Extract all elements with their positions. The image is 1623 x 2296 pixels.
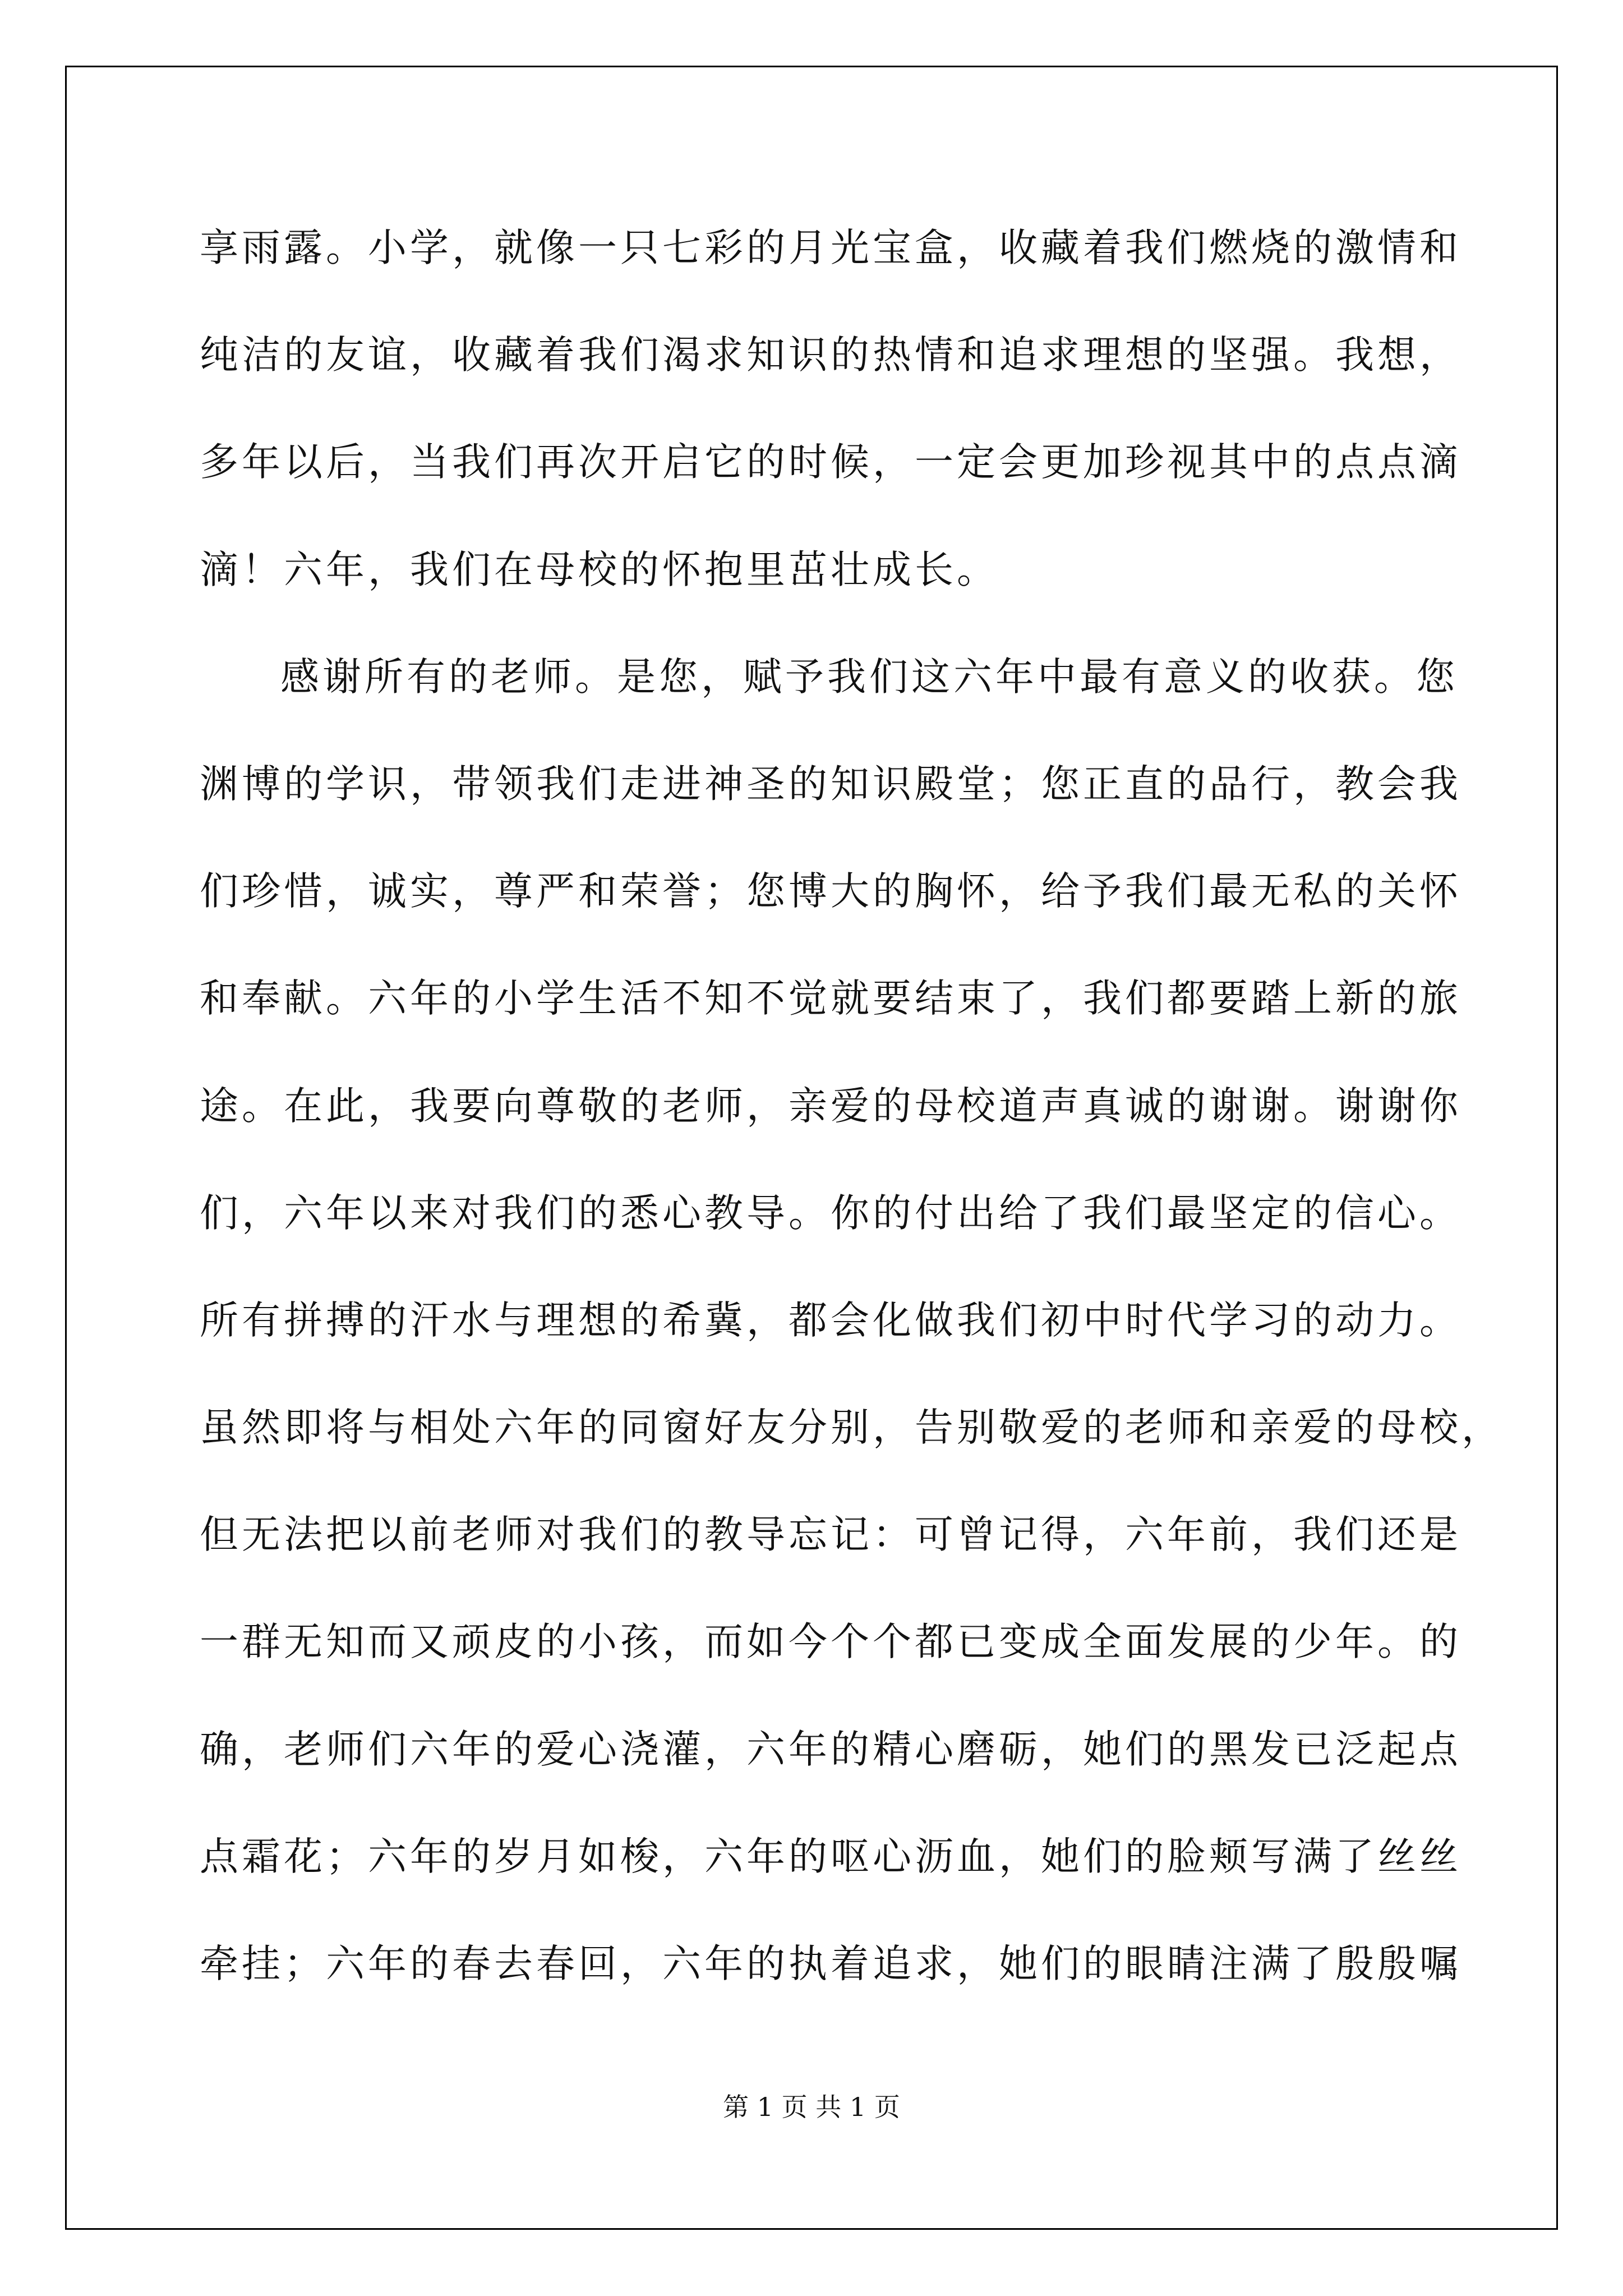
text-line: 点霜花；六年的岁月如梭，六年的呕心沥血，她们的脸颊写满了丝丝 bbox=[200, 1834, 1461, 1879]
text-line: 但无法把以前老师对我们的教导忘记：可曾记得，六年前，我们还是 bbox=[200, 1512, 1461, 1558]
text-line: 所有拼搏的汗水与理想的希冀，都会化做我们初中时代学习的动力。 bbox=[200, 1297, 1461, 1343]
text-line: 纯洁的友谊，收藏着我们渴求知识的热情和追求理想的坚强。我想， bbox=[200, 333, 1461, 378]
text-line: 途。在此，我要向尊敬的老师，亲爱的母校道声真诚的谢谢。谢谢你 bbox=[200, 1083, 1461, 1129]
text-line: 们，六年以来对我们的悉心教导。你的付出给了我们最坚定的信心。 bbox=[200, 1190, 1461, 1236]
text-line: 和奉献。六年的小学生活不知不觉就要结束了，我们都要踏上新的旅 bbox=[200, 976, 1461, 1022]
text-line: 虽然即将与相处六年的同窗好友分别，告别敬爱的老师和亲爱的母校， bbox=[200, 1405, 1504, 1451]
text-line: 渊博的学识，带领我们走进神圣的知识殿堂；您正直的品行，教会我 bbox=[200, 761, 1461, 807]
text-line: 确，老师们六年的爱心浇灌，六年的精心磨砺，她们的黑发已泛起点 bbox=[200, 1727, 1461, 1772]
document-body bbox=[200, 213, 1504, 2036]
text-line: 感谢所有的老师。是您，赋予我们这六年中最有意义的收获。您 bbox=[280, 654, 1458, 700]
text-line: 滴！六年，我们在母校的怀抱里茁壮成长。 bbox=[200, 547, 999, 592]
text-line: 牵挂；六年的春去春回，六年的执着追求，她们的眼睛注满了殷殷嘱 bbox=[200, 1941, 1461, 1986]
text-line: 享雨露。小学，就像一只七彩的月光宝盒，收藏着我们燃烧的激情和 bbox=[200, 226, 1461, 270]
text-line: 多年以后，当我们再次开启它的时候，一定会更加珍视其中的点点滴 bbox=[200, 440, 1461, 485]
page-footer: 第 1 页 共 1 页 bbox=[723, 2092, 900, 2122]
text-line: 们珍惜，诚实，尊严和荣誉；您博大的胸怀，给予我们最无私的关怀 bbox=[200, 869, 1461, 914]
text-line: 一群无知而又顽皮的小孩，而如今个个都已变成全面发展的少年。的 bbox=[200, 1619, 1461, 1665]
